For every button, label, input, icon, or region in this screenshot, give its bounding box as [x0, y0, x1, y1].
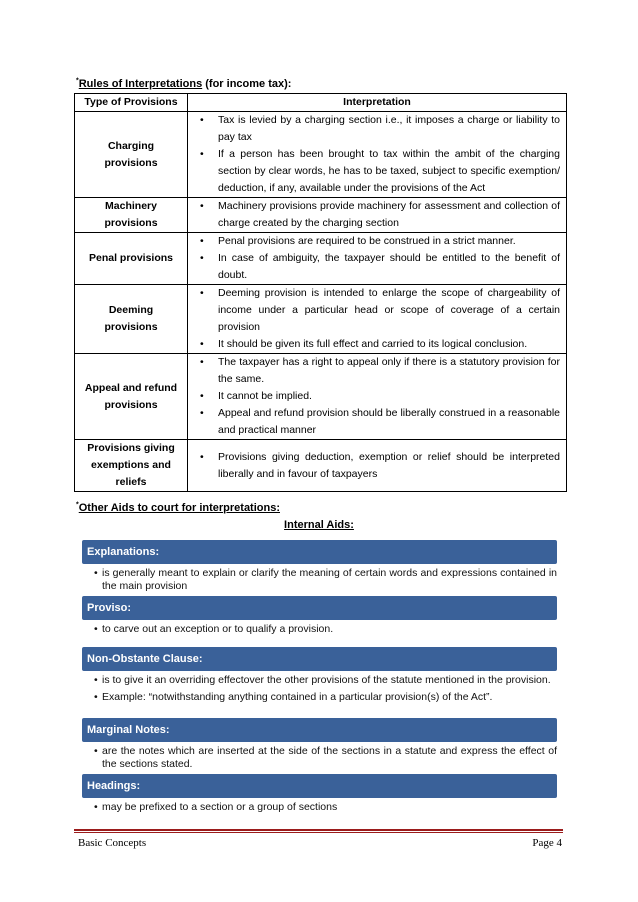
table-row — [75, 198, 567, 233]
rules-asterisk: * — [76, 77, 79, 85]
footer-page-number: Page 4 — [532, 837, 562, 849]
aid-item: • Example: “notwithstanding anything contained in a particular provision(s) of the Act”. — [82, 691, 557, 704]
interpretation-point: • If a person has been brought to tax within the ambit of the charging section by clear words, he has to be taxed, subject to specific exemption/ deduction, if any, available under the provisions of the Act — [194, 146, 560, 197]
table-header-row — [75, 94, 567, 112]
footer-divider — [74, 829, 563, 831]
aid-block-explanations — [82, 540, 557, 597]
header-type: Type of Provisions — [75, 94, 188, 112]
aid-item: • is to give it an overriding effectover the other provisions of the statute mentioned in the provision. — [82, 674, 557, 687]
aid-heading: Headings: — [82, 774, 557, 798]
aids-title-text: Other Aids to court for interpretations: — [78, 502, 280, 514]
provision-type: Machinery provisions — [75, 198, 188, 233]
interpretation-cell — [188, 440, 567, 492]
aid-heading: Explanations: — [82, 540, 557, 564]
interpretation-point: • In case of ambiguity, the taxpayer should be entitled to the benefit of doubt. — [194, 250, 560, 284]
aids-asterisk: * — [76, 501, 79, 509]
interpretation-point: • The taxpayer has a right to appeal only if there is a statutory provision for the same. — [194, 354, 560, 388]
table-row — [75, 440, 567, 492]
interpretation-point: • It cannot be implied. — [194, 388, 560, 405]
table-row — [75, 233, 567, 285]
aids-section-title — [76, 502, 280, 514]
table-row — [75, 285, 567, 354]
aid-item: • may be prefixed to a section or a group of sections — [82, 801, 557, 814]
aid-item: • are the notes which are inserted at the side of the sections in a statute and express the effect of the sections stated. — [82, 745, 557, 771]
provision-type: Appeal and refund provisions — [75, 354, 188, 440]
rules-title-text: Rules of Interpretations — [78, 78, 203, 90]
interpretation-cell — [188, 198, 567, 233]
interpretation-cell — [188, 233, 567, 285]
interpretation-point: • Deeming provision is intended to enlarge the scope of chargeability of income under a particular head or scope of coverage of a certain provision — [194, 285, 560, 336]
rules-title-suffix: (for income tax): — [202, 78, 292, 90]
aid-block-marginal-notes — [82, 718, 557, 775]
interpretation-cell — [188, 112, 567, 198]
interpretation-cell — [188, 285, 567, 354]
aid-block-non-obstante — [82, 647, 557, 708]
interpretation-point: • Tax is levied by a charging section i.e., it imposes a charge or liability to pay tax — [194, 112, 560, 146]
aid-heading: Proviso: — [82, 596, 557, 620]
provision-type: Deeming provisions — [75, 285, 188, 354]
aid-item: • is generally meant to explain or clarify the meaning of certain words and expressions contained in the main provision — [82, 567, 557, 593]
table-row — [75, 112, 567, 198]
interpretation-cell — [188, 354, 567, 440]
provision-type: Charging provisions — [75, 112, 188, 198]
footer-chapter-title: Basic Concepts — [78, 837, 147, 849]
provision-type: Provisions giving exemptions and reliefs — [75, 440, 188, 492]
aid-block-proviso — [82, 596, 557, 640]
rules-table — [74, 93, 567, 492]
aid-item: • to carve out an exception or to qualify a provision. — [82, 623, 557, 636]
interpretation-point: • It should be given its full effect and carried to its logical conclusion. — [194, 336, 560, 353]
rules-section-title — [76, 78, 291, 90]
footer-divider-thin — [74, 832, 563, 833]
interpretation-point: • Provisions giving deduction, exemption or relief should be interpreted liberally and in favour of taxpayers — [194, 449, 560, 483]
interpretation-point: • Appeal and refund provision should be liberally construed in a reasonable and practical manner — [194, 405, 560, 439]
provision-type: Penal provisions — [75, 233, 188, 285]
header-interpretation: Interpretation — [188, 94, 567, 112]
aid-heading: Marginal Notes: — [82, 718, 557, 742]
table-row — [75, 354, 567, 440]
aid-block-headings — [82, 774, 557, 818]
interpretation-point: • Penal provisions are required to be construed in a strict manner. — [194, 233, 560, 250]
aid-heading: Non-Obstante Clause: — [82, 647, 557, 671]
internal-aids-title: Internal Aids: — [284, 519, 354, 531]
interpretation-point: • Machinery provisions provide machinery for assessment and collection of charge created by the charging section — [194, 198, 560, 232]
